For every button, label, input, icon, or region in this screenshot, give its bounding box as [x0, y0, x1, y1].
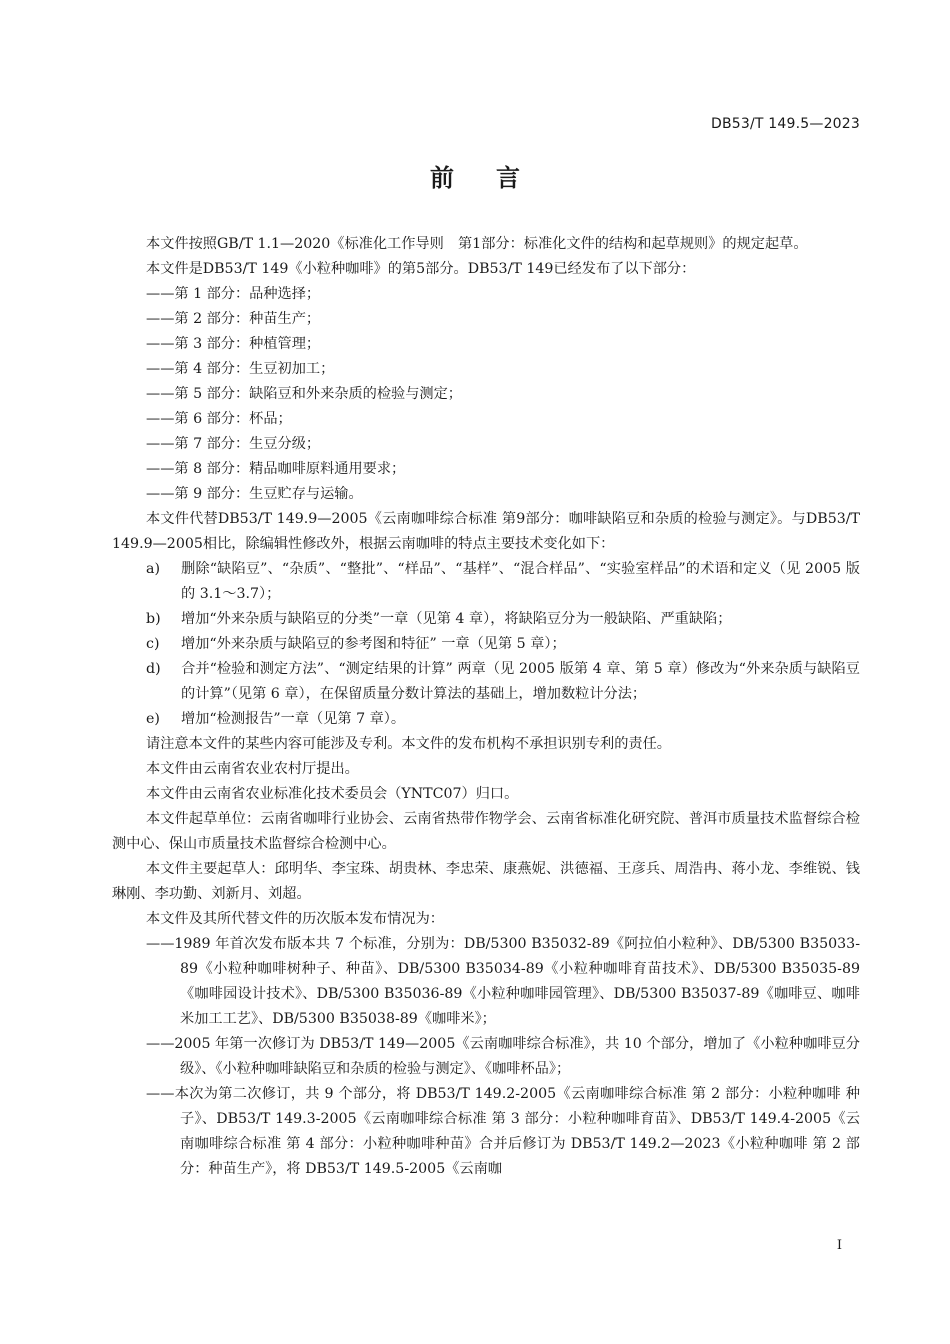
- page-number: I: [836, 1238, 842, 1253]
- part-list-item: ——第 5 部分：缺陷豆和外来杂质的检验与测定；: [146, 386, 462, 402]
- document-code: DB53/T 149.5—2023: [710, 116, 860, 132]
- change-item: [112, 632, 860, 657]
- change-item: [112, 657, 860, 707]
- change-text: 增加“检测报告”一章（见第 7 章）。: [181, 711, 406, 727]
- change-text: 增加“外来杂质与缺陷豆的参考图和特征” 一章（见第 5 章）；: [181, 636, 566, 652]
- part-list-item: ——第 2 部分：种苗生产；: [146, 311, 321, 327]
- replacement-paragraph: 本文件代替DB53/T 149.9—2005《云南咖啡综合标准 第9部分：咖啡缺陷豆和杂质的检验与测定》。与DB53/T 149.9—2005相比，除编辑性修改外，根据云南咖啡的特点主要技术变化如下：: [112, 511, 860, 552]
- drafting-units: 本文件起草单位：云南省咖啡行业协会、云南省热带作物学会、云南省标准化研究院、普洱市质量技术监督综合检测中心、保山市质量技术监督综合检测中心。: [112, 811, 860, 852]
- change-item: [112, 707, 860, 732]
- page-title: 前言: [430, 164, 562, 192]
- intro-paragraph: 本文件按照GB/T 1.1—2020《标准化工作导则 第1部分：标准化文件的结构和起草规则》的规定起草。: [146, 236, 808, 252]
- change-text: 删除“缺陷豆”、“杂质”、“整批”、“样品”、“基样”、“混合样品”、“实验室样品”的术语和定义（见 2005 版的 3.1～3.7）；: [181, 561, 860, 602]
- change-label: a): [146, 561, 160, 577]
- change-label: c): [146, 636, 160, 652]
- committee-note: 本文件由云南省农业标准化技术委员会（YNTC07）归口。: [146, 786, 519, 802]
- proposer-note: 本文件由云南省农业农村厅提出。: [146, 761, 359, 777]
- history-intro: 本文件及其所代替文件的历次版本发布情况为：: [146, 911, 444, 927]
- part-list-item: ——第 8 部分：精品咖啡原料通用要求；: [146, 461, 406, 477]
- part-list-item: ——第 6 部分：杯品；: [146, 411, 292, 427]
- intro-paragraph: 本文件是DB53/T 149《小粒种咖啡》的第5部分。DB53/T 149已经发布了以下部分：: [146, 261, 696, 277]
- change-item: [112, 557, 860, 607]
- change-text: 增加“外来杂质与缺陷豆的分类”一章（见第 4 章），将缺陷豆分为一般缺陷、严重缺陷；: [181, 611, 732, 627]
- history-item: ——1989 年首次发布版本共 7 个标准，分别为：DB/5300 B35032-89《阿拉伯小粒种》、DB/5300 B35033-89《小粒种咖啡树种子、种苗》、DB/5300 B35034-89《小粒种咖啡育苗技术》、DB/5300 B35035-89《咖啡园设计技术》、DB/5300 B35036-89《小粒种咖啡园管理》、DB/5300 B35037-89《咖啡豆、咖啡米加工工艺》、DB/5300 B35038-89《咖啡米》；: [146, 936, 860, 1027]
- change-item: [112, 607, 860, 632]
- history-item: ——本次为第二次修订，共 9 个部分，将 DB53/T 149.2-2005《云南咖啡综合标准 第 2 部分：小粒种咖啡 种子》、DB53/T 149.3-2005《云南咖啡综合标准 第 3 部分：小粒种咖啡育苗》、DB53/T 149.4-2005《云南咖啡综合标准 第 4 部分：小粒种咖啡种苗》合并后修订为 DB53/T 149.2—2023《小粒种咖啡 第 2 部分：种苗生产》，将 DB53/T 149.5-2005《云南咖: [146, 1086, 860, 1177]
- part-list-item: ——第 9 部分：生豆贮存与运输。: [146, 486, 363, 502]
- part-list-item: ——第 7 部分：生豆分级；: [146, 436, 321, 452]
- document-body: [112, 232, 860, 1182]
- change-text: 合并“检验和测定方法”、“测定结果的计算” 两章（见 2005 版第 4 章、第 5 章）修改为“外来杂质与缺陷豆的计算”（见第 6 章），在保留质量分数计算法的基础上，增加数粒计分法；: [181, 661, 860, 702]
- change-label: d): [146, 661, 161, 677]
- patent-note: 请注意本文件的某些内容可能涉及专利。本文件的发布机构不承担识别专利的责任。: [146, 736, 671, 752]
- part-list-item: ——第 1 部分：品种选择；: [146, 286, 321, 302]
- change-label: b): [146, 611, 161, 627]
- history-item: ——2005 年第一次修订为 DB53/T 149—2005《云南咖啡综合标准》，共 10 个部分，增加了《小粒种咖啡豆分级》、《小粒种咖啡缺陷豆和杂质的检验与测定》、《咖啡杯品》；: [146, 1036, 860, 1077]
- change-label: e): [146, 711, 160, 727]
- drafters: 本文件主要起草人：邱明华、李宝珠、胡贵林、李忠荣、康燕妮、洪德福、王彦兵、周浩冉、蒋小龙、李维锐、钱琳刚、李功勤、刘新月、刘超。: [112, 861, 860, 902]
- part-list-item: ——第 4 部分：生豆初加工；: [146, 361, 335, 377]
- part-list-item: ——第 3 部分：种植管理；: [146, 336, 321, 352]
